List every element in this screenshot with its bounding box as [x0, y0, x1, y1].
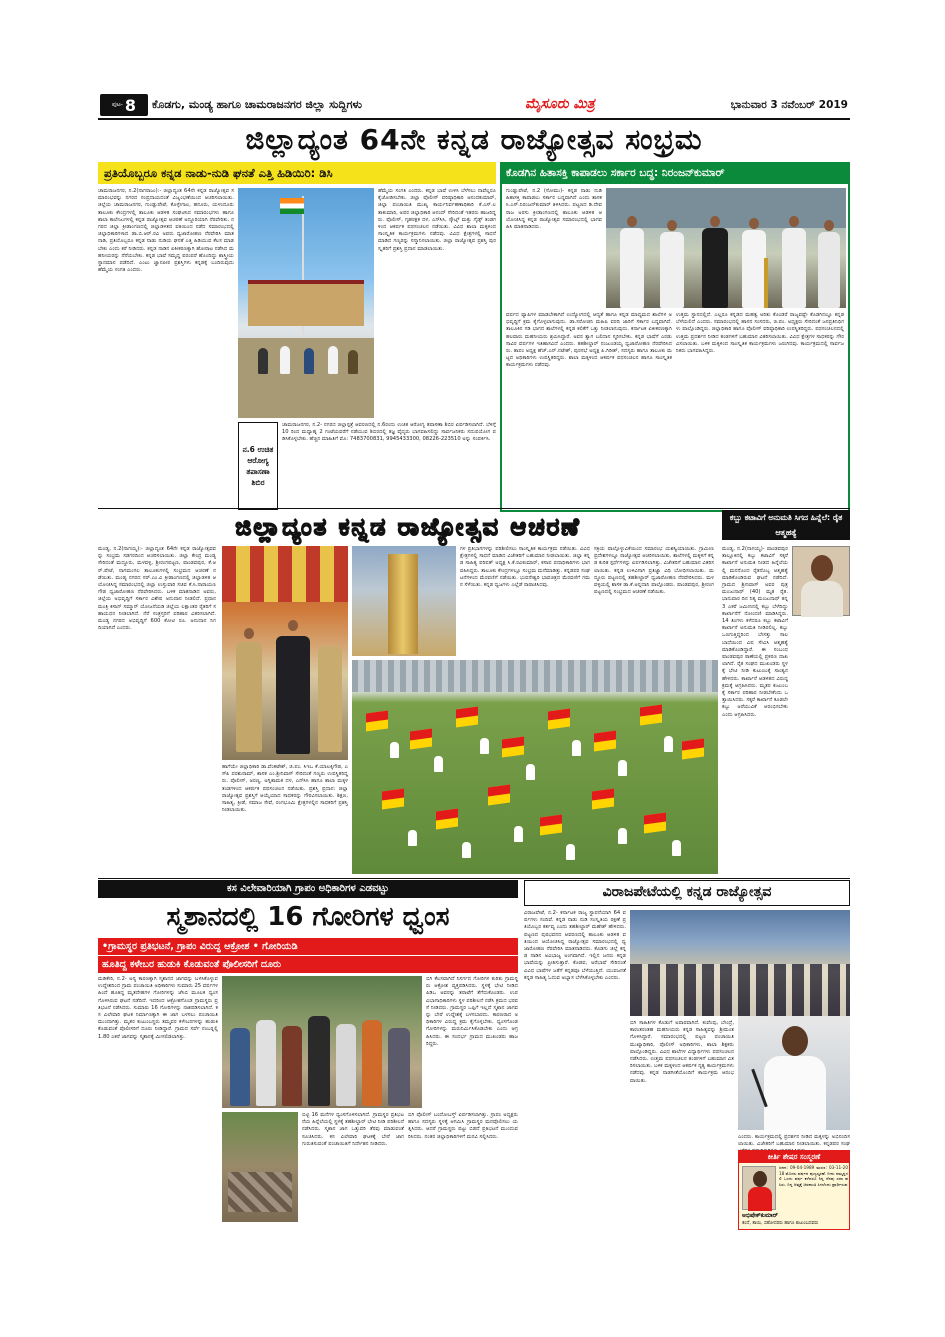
memorial-ad — [738, 1150, 850, 1230]
dignitaries-photo — [606, 188, 846, 308]
damaged-graves-photo — [222, 1112, 298, 1222]
dignitary — [818, 232, 840, 308]
story4-headline: ಕಬ್ಬು ಕಟಾವಿಗೆ ಅನುಮತಿ ಸಿಗದ ಹಿನ್ನೆಲೆ: ರೈತ ಆತ್ಮಹತ್ಯೆ — [722, 510, 850, 540]
protester — [388, 1028, 410, 1106]
parade-person — [348, 350, 358, 374]
newspaper-logo: ಮೈಸೂರು ಮಿತ್ರ — [525, 96, 595, 112]
protester — [230, 1028, 250, 1106]
kannada-flag — [488, 784, 510, 805]
page-number-badge — [100, 94, 148, 116]
story5-body-left: ಮಡಿಕೇರಿ, ನ.2- ಅನ್ಯ ಕಾರಣಕ್ಕಾಗಿ ಸ್ಮಶಾನದ ಜಾಗವನ್ನು ಬಳಸಿಕೊಳ್ಳುವ ಉದ್ದೇಶದಿಂದ ಗ್ರಾಮ ಪಂಚಾಯಿತಿ ಅಧಿಕಾರಿಗಳು ಸುಮಾರು 25 ವರ್ಷಗಳ ಹಿಂದೆ ಹೂತಿದ್ದ ಮೃತದೇಹಗಳ ಗೋರಿಗಳನ್ನು ಜೆಸಿಬಿ ಮೂಲಕ ಧ್ವಂಸಗೊಳಿಸಿರುವ ಘಟನೆ ನಡೆದಿದೆ. ಇದರಿಂದ ಆಕ್ರೋಶಗೊಂಡ ಗ್ರಾಮಸ್ಥರು ಪ್ರತಿಭಟನೆ ನಡೆಸಿದರು. ಸುಮಾರು 16 ಗೋರಿಗಳನ್ನು ನಾಶಪಡಿಸಲಾಗಿದೆ. ಕಸ ವಿಲೇವಾರಿ ಘಟಕ ನಿರ್ಮಾಣಕ್ಕಾಗಿ ಈ ಜಾಗ ಬಳಸಲು ಪಂಚಾಯಿತಿ ಮುಂದಾಗಿತ್ತು. ಮೃತರ ಕುಟುಂಬಸ್ಥರು ತಮ್ಮವರ ಕಳೇಬರಗಳನ್ನು ಹುಡುಕಿ ಕೊಡುವಂತೆ ಪೊಲೀಸರಿಗೆ ದೂರು ನೀಡಿದ್ದಾರೆ. ಗ್ರಾಮದ ಸರ್ವೆ ನಂಬರ್‍ನಲ್ಲಿ 1.80 ಎಕರೆ ಜಾಗವನ್ನು ಸ್ಮಶಾನಕ್ಕೆ ಮೀಸಲಿಡಲಾಗಿತ್ತು. — [98, 976, 220, 1040]
kannada-flag — [540, 814, 562, 835]
dignitary-head — [667, 220, 677, 231]
ad-title: ಕೀರ್ತಿ ಶೇಷರ ಸಂಸ್ಮರಣೆ — [739, 1151, 849, 1163]
national-flag — [280, 198, 304, 214]
dignitary — [660, 232, 684, 308]
protester — [308, 1016, 330, 1106]
audience-photo — [630, 910, 850, 1016]
dignitary — [702, 228, 728, 308]
dignitary — [742, 230, 766, 308]
kannada-flag — [548, 708, 570, 729]
dignitary — [782, 228, 806, 308]
story6-body-bottom: ಎಂದರು. ಕಾರ್ಯಕ್ರಮದಲ್ಲಿ ಪ್ರದರ್ಶನ ನೀಡಿದ ಮಕ್ಕಳನ್ನು ಅಭಿನಂದಿಸಲಾಯಿತು. ವಿಜೇತರಿಗೆ ಬಹುಮಾನ ನೀಡಲಾಯಿತು. ಕನ್ನಡಪರ ಸಂಘ — [738, 1134, 850, 1148]
dancer — [480, 738, 489, 754]
story2-body-left: ಗುಂಡ್ಲುಪೇಟೆ, ನ.2 (ಸೋಮು)- ಕನ್ನಡ ನಾಡು ನುಡಿ ಹಿತಾಸಕ್ತಿ ಕಾಪಾಡಲು ಸರ್ಕಾರ ಬದ್ಧವಾಗಿದೆ ಎಂದು ಶಾಸಕ ಸಿ.ಎಸ್.ನಿರಂಜನ್‍ಕುಮಾರ್ ತಿಳಿಸಿದರು. ಪಟ್ಟಣದ ಡಿ.ದೇವರಾಜ ಅರಸು ಕ್ರೀಡಾಂಗಣದಲ್ಲಿ ತಾಲೂಕು ಆಡಳಿತ ಆಯೋಜಿಸಿದ್ದ ಕನ್ನಡ ರಾಜ್ಯೋತ್ಸವ ಸಮಾರಂಭದಲ್ಲಿ ಭಾಗವಹಿಸಿ ಮಾತನಾಡಿದರು. — [506, 188, 604, 231]
dancer — [566, 844, 575, 860]
health-camp-box — [238, 422, 278, 510]
kannada-flag — [502, 736, 524, 757]
dancer — [526, 764, 535, 780]
stage-backdrop — [606, 188, 846, 228]
ad-portrait — [742, 1166, 776, 1210]
kannada-flag — [382, 788, 404, 809]
story2-headline: ಕೊಡಗಿನ ಹಿತಾಸಕ್ತಿ ಕಾಪಾಡಲು ಸರ್ಕಾರ ಬದ್ಧ: ನಿರಂಜನ್‍ಕುಮಾರ್ — [500, 162, 850, 184]
kannada-flag — [644, 812, 666, 833]
canopy — [222, 546, 348, 602]
kannada-flag — [594, 730, 616, 751]
story3-body-right: ಗಳ ಪ್ರತಿಭಾಗಗಳನ್ನು ಪರಿಶೀಲಿಸಲು ಸಾಂಸ್ಕೃತಿಕ ಕಾರ್ಯಕ್ರಮ ನಡೆಯಿತು. ವಿವಿಧ ಕ್ಷೇತ್ರಗಳಲ್ಲಿ ಸಾಧನೆ ಮಾಡಿದ ವಿಜೇತರಿಗೆ ಬಹುಮಾನ ನೀಡಲಾಯಿತು. ಜಿಲ್ಲಾ ಕನ್ನಡ ಸಾಹಿತ್ಯ ಪರಿಷತ್ ಅಧ್ಯಕ್ಷ ಸಿ.ಕೆ.ರವಿಕುಮಾರ್, ಕಸಾಪ ಪದಾಧಿಕಾರಿಗಳು ಭಾಗವಹಿಸಿದ್ದರು. ತಾಲೂಕು ಕೇಂದ್ರಗಳಲ್ಲೂ ಸಂಭ್ರಮ ಮನೆಮಾಡಿತ್ತು. ಕನ್ನಡಪರ ಸಂಘಟನೆಗಳಿಂದ ಮೆರವಣಿಗೆ ನಡೆಯಿತು. ಭುವನೇಶ್ವರಿ ಭಾವಚಿತ್ರದ ಮೆರವಣಿಗೆ ಗಮನ ಸೆಳೆಯಿತು. ಕನ್ನಡ ಧ್ವಜಗಳು ಎಲ್ಲೆಡೆ ರಾರಾಜಿಸಿದವು. — [460, 546, 592, 589]
story5-body-low-a: ಬಿಟ್ಟಿ 16 ಮನೆಗಳ ಧ್ವಂಸಗೊಳಿಸಲಾಗಿದೆ. ಗ್ರಾಮಸ್ಥರ ಪ್ರತಿಭಟನೆಯ ಹಿನ್ನೆಲೆಯಲ್ಲಿ ಸ್ಥಳಕ್ಕೆ ತಹಶೀಲ್ದಾರ್ ಭೇಟಿ ನೀಡಿ ಪರಿಶೀಲನೆ ನಡೆಸಿದರು. ಸ್ಮಶಾನ ಜಾಗ ಒತ್ತುವರಿ ತೆರವು ಮಾಡುವಂತೆ ಸೂಚಿಸಿದರು. ಕಸ ವಿಲೇವಾರಿ ಘಟಕಕ್ಕೆ ಬೇರೆ ಜಾಗ ಗುರುತಿಸುವಂತೆ ಪಂಚಾಯಿತಿಗೆ ನಿರ್ದೇಶನ ನೀಡಿದರು. — [302, 1112, 406, 1147]
story5-subhead-2: ಹೂತಿದ್ದ ಕಳೇಬರ ಹುಡುಕಿ ಕೊಡುವಂತೆ ಪೊಲೀಸರಿಗೆ ದೂರು — [98, 956, 518, 973]
kannada-flag — [640, 704, 662, 725]
protester — [336, 1024, 356, 1106]
story3-body-far: ಸಕ್ರಿಯ ಪಾಲ್ಗೊಳ್ಳುವಿಕೆಯಿಂದ ಸಮಾರಂಭ ಯಶಸ್ವಿಯಾಯಿತು. ಗ್ರಾಮೀಣ ಪ್ರದೇಶಗಳಲ್ಲೂ ರಾಜ್ಯೋತ್ಸವ ಆಚರಿಸಲಾಯಿತು. ಶಾಲೆಗಳಲ್ಲಿ ಮಕ್ಕಳಿಗೆ ಕನ್ನಡ ಕುರಿತ ಸ್ಪರ್ಧೆಗಳನ್ನು ಏರ್ಪಡಿಸಲಾಗಿತ್ತು. ವಿಜೇತರಿಗೆ ಬಹುಮಾನ ವಿತರಿಸಲಾಯಿತು. ಕನ್ನಡ ಉಳಿವಿಗಾಗಿ ಪ್ರತಿಜ್ಞಾ ವಿಧಿ ಬೋಧಿಸಲಾಯಿತು. ಮದ್ದೂರು ಪಟ್ಟಣದಲ್ಲಿ ತಹಶೀಲ್ದಾರ್ ಧ್ವಜಾರೋಹಣ ನೆರವೇರಿಸಿದರು. ಮಳವಳ್ಳಿಯಲ್ಲಿ ಶಾಸಕ ಡಾ.ಕೆ.ಅನ್ನದಾನಿ ಪಾಲ್ಗೊಂಡರು. ಪಾಂಡವಪುರ, ಶ್ರೀರಂಗಪಟ್ಟಣದಲ್ಲಿ ಸಂಭ್ರಮದ ಆಚರಣೆ ನಡೆಯಿತು. — [594, 546, 716, 596]
stage-structure — [248, 280, 364, 326]
dancer — [408, 830, 417, 846]
parade-person — [258, 348, 268, 374]
ad-name: ಅಭಿಷೇಕ್‍ಕುಮಾರ್ — [742, 1212, 778, 1219]
story3-headline: ಜಿಲ್ಲಾದ್ಯಂತ ಕನ್ನಡ ರಾಜ್ಯೋತ್ಸವ ಆಚರಣೆ — [235, 513, 581, 541]
ad-portrait-head — [753, 1171, 767, 1187]
speaker-photo — [738, 1016, 850, 1130]
story5-kicker: ಕಸ ವಿಲೇವಾರಿಯಾಗಿ ಗ್ರಾಪಂ ಅಧಿಕಾರಿಗಳ ಎಡವಟ್ಟು — [98, 880, 518, 898]
dignitary-head — [824, 220, 834, 231]
dancer — [618, 828, 627, 844]
kannada-flag — [410, 728, 432, 749]
main-headline: ಜಿಲ್ಲಾದ್ಯಂತ 64ನೇ ಕನ್ನಡ ರಾಜ್ಯೋತ್ಸವ ಸಂಭ್ರಮ — [245, 123, 703, 156]
dancer — [572, 740, 581, 756]
health-camp-label: ನ.6 ಉಚಿತ ಆರೋಗ್ಯ ತಪಾಸಣಾ ಶಿಬಿರ — [242, 445, 274, 487]
kannada-flag — [592, 788, 614, 809]
chairs-rows — [630, 964, 850, 1016]
story5-body-mid: ಬಿಗಿ ಕೆಲಸವಾಗಿದೆ ನಿಸರ್ಗದ ಗೋರಿಗಳ ಕುರಿತು ಗ್ರಾಮಸ್ಥರು ಆಕ್ರೋಶ ವ್ಯಕ್ತಪಡಿಸಿದರು. ಸ್ಥಳಕ್ಕೆ ಭೇಟಿ ನೀಡಿದ ಪಿಡಿಒ ಅವರನ್ನು ತರಾಟೆಗೆ ತೆಗೆದುಕೊಂಡರು. ಉಪವಿಭಾಗಾಧಿಕಾರಿಗಳು ಸ್ಥಳ ಪರಿಶೀಲನೆ ನಡೆಸಿ ಕ್ರಮದ ಭರವಸೆ ನೀಡಿದರು. ಗ್ರಾಮಸ್ಥರ ಒಪ್ಪಿಗೆ ಇಲ್ಲದೆ ಸ್ಮಶಾನ ಜಾಗವನ್ನು ಬೇರೆ ಉದ್ದೇಶಕ್ಕೆ ಬಳಸಬಾರದು. ಕಾರಣರಾದ ಅಧಿಕಾರಿಗಳ ವಿರುದ್ಧ ಕ್ರಮ ಕೈಗೊಳ್ಳಬೇಕು. ಧ್ವಂಸಗೊಂಡ ಗೋರಿಗಳನ್ನು ಮರುನಿರ್ಮಿಸಿಕೊಡಬೇಕು ಎಂದು ಆಗ್ರಹಿಸಿದರು. ಈ ಸಂದರ್ಭ ಗ್ರಾಮದ ಮುಖಂಡರು ಹಾಜರಿದ್ದರು. — [426, 976, 520, 1047]
flag-hoisting-photo — [238, 188, 374, 418]
health-camp-body: ಚಾಮರಾಜನಗರ, ನ.2- ನಗರದ ಜಿಲ್ಲಾಸ್ಪತ್ರೆ ಆವರಣದಲ್ಲಿ ನ.6ರಂದು ಉಚಿತ ಆರೋಗ್ಯ ತಪಾಸಣಾ ಶಿಬಿರ ಏರ್ಪಡಿಸಲಾಗಿದೆ. ಬೆಳಿಗ್ಗೆ 10 ರಿಂದ ಮಧ್ಯಾಹ್ನ 2 ಗಂಟೆಯವರೆಗೆ ನಡೆಯುವ ಶಿಬಿರದಲ್ಲಿ ತಜ್ಞ ವೈದ್ಯರು ಭಾಗವಹಿಸಲಿದ್ದು ಸಾರ್ವಜನಿಕರು ಸದುಪಯೋಗ ಪಡಿಸಿಕೊಳ್ಳಬೇಕು. ಹೆಚ್ಚಿನ ಮಾಹಿತಿಗೆ ಮೊ: 7483700831, 9945433300, 08226-223510 ಅನ್ನು ಸಂಪರ್ಕಿಸಿ. — [282, 422, 498, 443]
story1-body-left: ಚಾಮರಾಜನಗರ, ನ.2(ನಾಗರಾಜು):- ಜಿಲ್ಲಾದ್ಯಂತ 64ನೇ ಕನ್ನಡ ರಾಜ್ಯೋತ್ಸವ ಸಮಾರಂಭವನ್ನು ನಗರದ ಸಂಪ್ರದಾಯದಂತೆ ವಿಜೃಂಭಣೆಯಿಂದ ಆಚರಿಸಲಾಯಿತು. ಜಿಲ್ಲೆಯ ಚಾಮರಾಜನಗರ, ಗುಂಡ್ಲುಪೇಟೆ, ಕೊಳ್ಳೇಗಾಲ, ಹನೂರು, ಯಳಂದೂರು ತಾಲೂಕು ಕೇಂದ್ರಗಳಲ್ಲಿ ತಾಲೂಕು ಆಡಳಿತ ಸಂಘಟಿಸಿದ ಸಮಾರಂಭಗಳು ಹಾಗೂ ಶಾಲಾ ಕಾಲೇಜುಗಳಲ್ಲಿ ಕನ್ನಡ ರಾಜ್ಯೋತ್ಸವ ಆಚರಣೆ ಅದ್ದೂರಿಯಾಗಿ ನೆರವೇರಿತು. ನಗರದ ಜಿಲ್ಲಾ ಕ್ರೀಡಾಂಗಣದಲ್ಲಿ ಜಿಲ್ಲಾಡಳಿತದ ವತಿಯಿಂದ ನಡೆದ ಸಮಾರಂಭದಲ್ಲಿ ಜಿಲ್ಲಾಧಿಕಾರಿಗಳಾದ ಡಾ.ಬಿ.ಆರ್.ರವಿ ಅವರು ಧ್ವಜಾರೋಹಣ ನೆರವೇರಿಸಿ ಮಾತನಾಡಿ, ಪ್ರತಿಯೊಬ್ಬರೂ ಕನ್ನಡ ನಾಡು ನುಡಿಯ ಘನತೆ ಎತ್ತಿ ಹಿಡಿಯುವ ಕೆಲಸ ಮಾಡಬೇಕು ಎಂದು ಕರೆ ನೀಡಿದರು. ಕನ್ನಡ ನಾಡಿನ ಏಕೀಕರಣಕ್ಕಾಗಿ ಹೋರಾಟ ನಡೆಸಿದ ಮಹನೀಯರನ್ನು ನೆನೆಯಬೇಕು. ಕನ್ನಡ ಭಾಷೆ ಸಮೃದ್ಧ ಪರಂಪರೆ ಹೊಂದಿದ್ದು ಶಾಸ್ತ್ರೀಯ ಸ್ಥಾನಮಾನ ಪಡೆದಿದೆ. ಎಂಟು ಜ್ಞಾನಪೀಠ ಪ್ರಶಸ್ತಿಗಳು ಕನ್ನಡಕ್ಕೆ ಬಂದಿರುವುದು ಹೆಮ್ಮೆಯ ಸಂಗತಿ ಎಂದರು. — [98, 188, 236, 274]
issue-date: ಭಾನುವಾರ 3 ನವೆಂಬರ್ 2019 — [730, 99, 848, 111]
grave-rubble — [228, 1172, 292, 1212]
dignitary-head — [749, 218, 759, 229]
ad-portrait-shirt — [748, 1187, 772, 1211]
parade-person — [328, 346, 338, 374]
kannada-flag — [682, 738, 704, 759]
ad-footer: ತಂದೆ, ತಾಯಿ, ಸಹೋದರರು ಹಾಗೂ ಕುಟುಂಬದವರು — [742, 1221, 819, 1226]
story3-body-mid: ಹಾಗೆಯೇ ಜಿಲ್ಲಾಧಿಕಾರಿ ಡಾ.ವೆಂಕಟೇಶ್, ಜಿ.ಪಂ. ಸಿಇಒ ಕೆ.ಯಾಲಕ್ಕಿಗೌಡ, ಎಸ್‍ಪಿ ಪರಶುರಾಮ್, ಶಾಸಕ ಎಂ.ಶ್ರೀನಿವಾಸ್ ಸೇರಿದಂತೆ ಗಣ್ಯರು ಉಪಸ್ಥಿತರಿದ್ದರು. ಪೊಲೀಸ್, ಅರಣ್ಯ, ಅಗ್ನಿಶಾಮಕ ದಳ, ಎನ್‍ಸಿಸಿ ಹಾಗೂ ಶಾಲಾ ಮಕ್ಕಳ ತಂಡಗಳಿಂದ ಆಕರ್ಷಕ ಪಥಸಂಚಲನ ನಡೆಯಿತು. ಪ್ರಶಸ್ತಿ ಪ್ರದಾನ: ಜಿಲ್ಲಾ ರಾಜ್ಯೋತ್ಸವ ಪ್ರಶಸ್ತಿಗೆ ಆಯ್ಕೆಯಾದ ಸಾಧಕರನ್ನು ಗೌರವಿಸಲಾಯಿತು. ಶಿಕ್ಷಣ, ಸಾಹಿತ್ಯ, ಕ್ರೀಡೆ, ಸಮಾಜ ಸೇವೆ, ರಂಗಭೂಮಿ ಕ್ಷೇತ್ರಗಳಲ್ಲಿನ ಸಾಧಕರಿಗೆ ಪ್ರಶಸ್ತಿ ನೀಡಲಾಯಿತು. — [222, 764, 350, 814]
story2-body-right: ಉತ್ತಮ ಸ್ಥಾನದಲ್ಲಿದೆ. ಎಲ್ಲರೂ ಕನ್ನಡದ ಮಹತ್ವ ಅರಿತು ಕೊಂಡರೆ ರಾಜ್ಯವಷ್ಟೇ ಕೊಡಗಿನಲ್ಲೂ ಕನ್ನಡ ಬೆಳೆಯಲಿದೆ ಎಂದರು. ಸಮಾರಂಭದಲ್ಲಿ ಹಾಸನ ಸಂಸದರು, ಜಿ.ಪಂ. ಅಧ್ಯಕ್ಷರು ಸೇರಿದಂತೆ ಜನಪ್ರತಿನಿಧಿಗಳು ಪಾಲ್ಗೊಂಡಿದ್ದರು. ಜಿಲ್ಲಾಧಿಕಾರಿ ಹಾಗೂ ಪೊಲೀಸ್ ವರಿಷ್ಠಾಧಿಕಾರಿ ಉಪಸ್ಥಿತರಿದ್ದರು. ಪಥಸಂಚಲನದಲ್ಲಿ ಉತ್ತಮ ಪ್ರದರ್ಶನ ನೀಡಿದ ತಂಡಗಳಿಗೆ ಬಹುಮಾನ ವಿತರಿಸಲಾಯಿತು. ವಿವಿಧ ಕ್ಷೇತ್ರಗಳ ಸಾಧಕರನ್ನು ಗೌರವಿಸಲಾಯಿತು. ಬಳಿಕ ಮಕ್ಕಳಿಂದ ಸಾಂಸ್ಕೃತಿಕ ಕಾರ್ಯಕ್ರಮಗಳು ಜರುಗಿದವು. ಕಾರ್ಯಕ್ರಮದಲ್ಲಿ ಸಾರ್ವಜನಿಕರು ಭಾಗವಹಿಸಿದ್ದರು. — [676, 312, 846, 355]
parade-person — [280, 346, 290, 374]
ad-text: ಜನನ: 09-04-1989 ಮರಣ: 03-11-2018 ಮೊದಲ ವರ್ಷದ ಪುಣ್ಯಸ್ಮರಣೆ. ನೀನು ನಮ್ಮನ್ನಗಲಿ ಒಂದು ವರ್ಷ ಕಳೆದರೂ ನಿನ್ನ ನೆನಪು ಸದಾ ಹಸಿರು. ನಿನ್ನ ಆತ್ಮಕ್ಕೆ ಚಿರಶಾಂತಿ ಸಿಗಲೆಂದು ಪ್ರಾರ್ಥಿಸುವ — [779, 1165, 848, 1187]
dancer — [618, 760, 627, 776]
police-officer — [236, 642, 262, 752]
chariot-photo — [352, 546, 456, 656]
dancer — [664, 736, 673, 752]
lamp-stand — [764, 258, 768, 308]
story1-body-right: ಹೆಮ್ಮೆಯ ಸಂಗತಿ ಎಂದರು. ಕನ್ನಡ ಭಾಷೆ ಉಳಿಸಿ ಬೆಳೆಸಲು ನಾವೆಲ್ಲರೂ ಕೈಜೋಡಿಸಬೇಕು. ಜಿಲ್ಲಾ ಪೊಲೀಸ್ ವರಿಷ್ಠಾಧಿಕಾರಿ ಆನಂದಕುಮಾರ್, ಜಿಲ್ಲಾ ಪಂಚಾಯಿತಿ ಮುಖ್ಯ ಕಾರ್ಯನಿರ್ವಹಣಾಧಿಕಾರಿ ಕೆ.ಎಸ್.ಲತಾಕುಮಾರಿ, ಅಪರ ಜಿಲ್ಲಾಧಿಕಾರಿ ಆನಂದ್ ಸೇರಿದಂತೆ ಇತರರು ಹಾಜರಿದ್ದರು. ಪೊಲೀಸ್, ಗೃಹರಕ್ಷಕ ದಳ, ಎನ್‍ಸಿಸಿ, ಸ್ಕೌಟ್ಸ್ ಮತ್ತು ಗೈಡ್ಸ್ ತಂಡಗಳಿಂದ ಆಕರ್ಷಕ ಪಥಸಂಚಲನ ನಡೆಯಿತು. ವಿವಿಧ ಶಾಲಾ ಮಕ್ಕಳಿಂದ ಸಾಂಸ್ಕೃತಿಕ ಕಾರ್ಯಕ್ರಮಗಳು ನಡೆದವು. ವಿವಿಧ ಕ್ಷೇತ್ರಗಳಲ್ಲಿ ಸಾಧನೆ ಮಾಡಿದ ಗಣ್ಯರನ್ನು ಸನ್ಮಾನಿಸಲಾಯಿತು. ಜಿಲ್ಲಾ ರಾಜ್ಯೋತ್ಸವ ಪ್ರಶಸ್ತಿ ಪುರಸ್ಕೃತರಿಗೆ ಪ್ರಶಸ್ತಿ ಪ್ರದಾನ ಮಾಡಲಾಯಿತು. — [378, 188, 498, 252]
page-number: 8 — [124, 95, 137, 115]
spectator-stand — [352, 660, 718, 692]
speaker-shirt — [764, 1056, 826, 1130]
kannada-flag — [436, 808, 458, 829]
speaker-head — [782, 1026, 808, 1056]
minister-salute-photo — [222, 546, 348, 760]
dancer — [514, 826, 523, 842]
minister-head — [288, 620, 298, 631]
dignitary — [620, 228, 644, 308]
dancer — [462, 842, 471, 858]
story5-headline: ಸ್ಮಶಾನದಲ್ಲಿ 16 ಗೋರಿಗಳ ಧ್ವಂಸ — [166, 902, 450, 932]
dancer — [434, 756, 443, 772]
section-title: ಕೊಡಗು, ಮಂಡ್ಯ ಹಾಗೂ ಚಾಮರಾಜನಗರ ಜಿಲ್ಲಾ ಸುದ್ದಿಗಳು — [152, 98, 362, 111]
minister — [276, 636, 310, 754]
story2-body-main: ವರ್ಷದ ವ್ಯಾಪಿಗಳ ಮಾಡಬೇಕಾಗಿದೆ ಉದ್ಯೋಗದಲ್ಲಿ ಆದ್ಯತೆ ಹಾಗೂ ಕನ್ನಡ ಮಾಧ್ಯಮದ ಶಾಲೆಗಳ ಅಭಿವೃದ್ಧಿಗೆ ಕ್ರಮ ಕೈಗೊಳ್ಳಲಾಗುವುದು. ಡಾ.ಸರೋಜಿನಿ ಮಹಿಷಿ ವರದಿ ಜಾರಿಗೆ ಸರ್ಕಾರ ಬದ್ಧವಾಗಿದೆ. ತಾಲೂಕಿನ ಗಡಿ ಭಾಗದ ಶಾಲೆಗಳಲ್ಲಿ ಕನ್ನಡ ಕಲಿಕೆಗೆ ಒತ್ತು ನೀಡಲಾಗುವುದು. ಕರ್ನಾಟಕ ಏಕೀಕರಣಕ್ಕಾಗಿ ಹಲವಾರು ಮಹನೀಯರು ಶ್ರಮಿಸಿದ್ದಾರೆ. ಅವರ ತ್ಯಾಗ ಬಲಿದಾನ ಸ್ಮರಿಸಬೇಕು. ಕನ್ನಡ ಭಾಷೆಗೆ ಎರಡು ಸಾವಿರ ವರ್ಷಗಳ ಇತಿಹಾಸವಿದೆ ಎಂದರು. ತಹಶೀಲ್ದಾರ್ ನಂಜುಂಡಯ್ಯ ಧ್ವಜಾರೋಹಣ ನೆರವೇರಿಸಿದರು. ತಾಪಂ ಅಧ್ಯಕ್ಷ ಹೆಚ್.ಎನ್.ನಟೇಶ್, ಪುರಸಭೆ ಅಧ್ಯಕ್ಷ ಪಿ.ಗಿರೀಶ್, ಸದಸ್ಯರು ಹಾಗೂ ತಾಲೂಕು ಮಟ್ಟದ ಅಧಿಕಾರಿಗಳು ಉಪಸ್ಥಿತರಿದ್ದರು. ಶಾಲಾ ಮಕ್ಕಳಿಂದ ಆಕರ್ಷಕ ಪಥಸಂಚಲನ ಹಾಗೂ ಸಾಂಸ್ಕೃತಿಕ ಕಾರ್ಯಕ್ರಮಗಳು ನಡೆದವು. — [506, 312, 674, 369]
kannada-flag — [456, 706, 478, 727]
story1-headline: ಪ್ರತಿಯೊಬ್ಬರೂ ಕನ್ನಡ ನಾಡು-ನುಡಿ ಘನತೆ ಎತ್ತಿ ಹಿಡಿಯಿರಿ: ಡಿಸಿ — [98, 162, 496, 184]
flag-dance-photo — [352, 660, 718, 874]
story6-body-right: ಬಿಗಿ ಸಾಹಿತಿಗಳ ಕೊಡುಗೆ ಅಪಾರವಾಗಿದೆ. ಕುವೆಂಪು, ಬೇಂದ್ರೆ, ಕಾರಂತರಂತಹ ಮಹನೀಯರು ಕನ್ನಡ ಸಾಹಿತ್ಯವನ್ನು ಶ್ರೀಮಂತಗೊಳಿಸಿದ್ದಾರೆ. ಸಮಾರಂಭದಲ್ಲಿ ಪಟ್ಟಣ ಪಂಚಾಯಿತಿ ಮುಖ್ಯಾಧಿಕಾರಿ, ಪೊಲೀಸ್ ಅಧಿಕಾರಿಗಳು, ಶಾಲಾ ಶಿಕ್ಷಕರು ಪಾಲ್ಗೊಂಡಿದ್ದರು. ವಿವಿಧ ಶಾಲೆಗಳ ವಿದ್ಯಾರ್ಥಿಗಳು ಪಥಸಂಚಲನ ನಡೆಸಿದರು. ಉತ್ತಮ ಪಥಸಂಚಲನ ತಂಡಗಳಿಗೆ ಬಹುಮಾನ ವಿತರಿಸಲಾಯಿತು. ಬಳಿಕ ಮಕ್ಕಳಿಂದ ಆಕರ್ಷಕ ನೃತ್ಯ ಕಾರ್ಯಕ್ರಮಗಳು ನಡೆದವು. ಕನ್ನಡ ನಾಡಗೀತೆಯೊಂದಿಗೆ ಕಾರ್ಯಕ್ರಮ ಆರಂಭವಾಯಿತು. — [630, 1020, 736, 1084]
dancer — [390, 742, 399, 758]
dignitary-head — [789, 216, 799, 227]
protester — [282, 1026, 302, 1106]
story5-subhead-1: •ಗ್ರಾಮಸ್ಥರ ಪ್ರತಿಭಟನೆ, ಗ್ರಾಪಂ ವಿರುದ್ಧ ಆಕ್ರೋಶ • ಗೋರಿಯಡಿ — [98, 938, 518, 955]
pillar — [388, 554, 418, 654]
dignitary-head — [627, 216, 637, 227]
page-label: ಪುಟ- — [111, 101, 123, 108]
police-officer — [318, 646, 342, 752]
protest-photo — [222, 976, 422, 1108]
dancer — [672, 840, 681, 856]
story3-body-left: ಮಂಡ್ಯ, ನ.2(ನಾಗಯ್ಯ):- ಜಿಲ್ಲಾದ್ಯಂತ 64ನೇ ಕನ್ನಡ ರಾಜ್ಯೋತ್ಸವವನ್ನು ಸಂಭ್ರಮ ಸಡಗರದಿಂದ ಆಚರಿಸಲಾಯಿತು. ಜಿಲ್ಲಾ ಕೇಂದ್ರ ಮಂಡ್ಯ ಸೇರಿದಂತೆ ಮದ್ದೂರು, ಮಳವಳ್ಳಿ, ಶ್ರೀರಂಗಪಟ್ಟಣ, ಪಾಂಡವಪುರ, ಕೆ.ಆರ್.ಪೇಟೆ, ನಾಗಮಂಗಲ ತಾಲೂಕುಗಳಲ್ಲಿ ಸಂಭ್ರಮದ ಆಚರಣೆ ನಡೆಯಿತು. ಮಂಡ್ಯ ನಗರದ ಸರ್.ಎಂ.ವಿ ಕ್ರೀಡಾಂಗಣದಲ್ಲಿ ಜಿಲ್ಲಾಡಳಿತ ಆಯೋಜಿಸಿದ್ದ ಸಮಾರಂಭದಲ್ಲಿ ಜಿಲ್ಲಾ ಉಸ್ತುವಾರಿ ಸಚಿವ ಕೆ.ಸಿ.ನಾರಾಯಣಗೌಡ ಧ್ವಜಾರೋಹಣ ನೆರವೇರಿಸಿದರು. ಬಳಿಕ ಮಾತನಾಡಿದ ಅವರು, ಜಿಲ್ಲೆಯ ಅಭಿವೃದ್ಧಿಗೆ ಸರ್ಕಾರ ವಿಶೇಷ ಅನುದಾನ ನೀಡಲಿದೆ. ಪ್ರಧಾನಮಂತ್ರಿ ಕಿಸಾನ್ ಸಮ್ಮಾನ್ ಯೋಜನೆಯಡಿ ಜಿಲ್ಲೆಯ ಲಕ್ಷಾಂತರ ರೈತರಿಗೆ ಸಹಾಯಧನ ನೀಡಲಾಗಿದೆ. ನೆರೆ ಸಂತ್ರಸ್ತರಿಗೆ ಪರಿಹಾರ ವಿತರಿಸಲಾಗಿದೆ. ಮಂಡ್ಯ ನಗರದ ಅಭಿವೃದ್ಧಿಗೆ 600 ಕೋಟಿ ರೂ. ಅನುದಾನ ನಿಗದಿಯಾಗಿದೆ ಎಂದರು. — [98, 546, 218, 632]
story6-body-left: ವಿರಾಜಪೇಟೆ, ನ.2- ಕರ್ನಾಟಕ ರಾಜ್ಯ ಸ್ಥಾಪನೆಯಾಗಿ 64 ವರ್ಷಗಳು ಸಂದಿವೆ. ಕನ್ನಡ ನಾಡು ನುಡಿ ಸಂಸ್ಕೃತಿಯ ರಕ್ಷಣೆ ಪ್ರತಿಯೊಬ್ಬರ ಕರ್ತವ್ಯ ಎಂದು ತಹಶೀಲ್ದಾರ್ ಮಹೇಶ್ ಹೇಳಿದರು. ಪಟ್ಟಣದ ಪುರಭವನದ ಆವರಣದಲ್ಲಿ ತಾಲೂಕು ಆಡಳಿತ ವತಿಯಿಂದ ಆಯೋಜಿಸಿದ್ದ ರಾಜ್ಯೋತ್ಸವ ಸಮಾರಂಭದಲ್ಲಿ ಧ್ವಜಾರೋಹಣ ನೆರವೇರಿಸಿ ಮಾತನಾಡಿದರು. ಕೊಡಗು ಜಿಲ್ಲೆ ಕನ್ನಡ ನಾಡಿನ ಅವಿಭಾಜ್ಯ ಅಂಗವಾಗಿದೆ. ಇಲ್ಲಿನ ಜನರು ಕನ್ನಡ ಭಾಷೆಯನ್ನು ಪ್ರೀತಿಸುತ್ತಾರೆ. ಕೊಡವ, ಅರೆಭಾಷೆ ಸೇರಿದಂತೆ ವಿವಿಧ ಭಾಷೆಗಳ ಜತೆಗೆ ಕನ್ನಡವೂ ಬೆಳೆಯುತ್ತಿದೆ. ಯುವಜನತೆ ಕನ್ನಡ ಸಾಹಿತ್ಯ ಓದುವ ಅಭ್ಯಾಸ ಬೆಳೆಸಿಕೊಳ್ಳಬೇಕು ಎಂದರು. — [524, 910, 628, 981]
protester — [362, 1020, 382, 1106]
story5-body-low-b: ಬಿಗಿ ಪೊಲೀಸ್ ಬಂದೋಬಸ್ತ್ ಏರ್ಪಡಿಸಲಾಗಿತ್ತು. ಗ್ರಾಪಂ ಅಧ್ಯಕ್ಷರು ಹಾಗೂ ಸದಸ್ಯರು ಸ್ಥಳಕ್ಕೆ ಆಗಮಿಸಿ ಗ್ರಾಮಸ್ಥರ ಮನವೊಲಿಸಲು ಯತ್ನಿಸಿದರು. ಆದರೆ ಗ್ರಾಮಸ್ಥರು ಪಟ್ಟು ಬಿಡದೆ ಪ್ರತಿಭಟನೆ ಮುಂದುವರಿಸಿದರು. ನಂತರ ಜಿಲ್ಲಾಧಿಕಾರಿಗಳಿಗೆ ಮನವಿ ಸಲ್ಲಿಸಿದರು. — [408, 1112, 520, 1140]
story4-body: ಮಂಡ್ಯ, ನ.2(ನಾಗಯ್ಯ)- ಪಾಂಡವಪುರ ತಾಲ್ಲೂಕಿನಲ್ಲಿ ಕಬ್ಬು ಕಟಾವಿಗೆ ಸಕ್ಕರೆ ಕಾರ್ಖಾನೆ ಅನುಮತಿ ನೀಡದ ಹಿನ್ನೆಲೆಯಲ್ಲಿ ಮನನೊಂದ ರೈತನೊಬ್ಬ ಆತ್ಮಹತ್ಯೆ ಮಾಡಿಕೊಂಡಿರುವ ಘಟನೆ ನಡೆದಿದೆ. ಗ್ರಾಮದ ಶ್ರೀನಿವಾಸ್ ಅವರ ಪುತ್ರ ಮಂಜುನಾಥ್ (40) ಮೃತ ರೈತ. ಭಾನುವಾರ ದಿನ ನಿತ್ಯ ಮಂಜುನಾಥ್ ತನ್ನ 3 ಎಕರೆ ಜಮೀನಿನಲ್ಲಿ ಕಬ್ಬು ಬೆಳೆದಿದ್ದು ಕಾರ್ಖಾನೆಗೆ ನೋಂದಣಿ ಮಾಡಿಸಿದ್ದರು. 14 ತಿಂಗಳು ಕಳೆದರೂ ಕಬ್ಬು ಕಟಾವಿಗೆ ಕಾರ್ಖಾನೆ ಅನುಮತಿ ನೀಡಿರಲಿಲ್ಲ. ಕಬ್ಬು ಒಣಗುತ್ತಿದ್ದರಿಂದ ಬೇಸತ್ತು ಸಾಲಬಾಧೆಯಿಂದ ವಿಷ ಸೇವಿಸಿ ಆತ್ಮಹತ್ಯೆ ಮಾಡಿಕೊಂಡಿದ್ದಾರೆ. ಈ ಸಂಬಂಧ ಪಾಂಡವಪುರ ಠಾಣೆಯಲ್ಲಿ ಪ್ರಕರಣ ದಾಖಲಾಗಿದೆ. ರೈತ ಸಂಘದ ಮುಖಂಡರು ಸ್ಥಳಕ್ಕೆ ಭೇಟಿ ನೀಡಿ ಕುಟುಂಬಕ್ಕೆ ಸಾಂತ್ವನ ಹೇಳಿದರು. ಕಾರ್ಖಾನೆ ಆಡಳಿತದ ವಿರುದ್ಧ ಕ್ರಮಕ್ಕೆ ಆಗ್ರಹಿಸಿದರು. ಮೃತರ ಕುಟುಂಬಕ್ಕೆ ಸರ್ಕಾರ ಪರಿಹಾರ ನೀಡಬೇಕೆಂದು ಒತ್ತಾಯಿಸಿದರು. ಸಕ್ಕರೆ ಕಾರ್ಖಾನೆ ಕೂಡಲೇ ಕಬ್ಬು ಅರೆಯುವಿಕೆ ಆರಂಭಿಸಬೇಕು ಎಂದು ಆಗ್ರಹಿಸಿದರು. — [722, 546, 790, 718]
kannada-flag — [366, 710, 388, 731]
section-rule — [98, 878, 850, 879]
officer-head — [244, 628, 254, 639]
dignitary-head — [710, 216, 720, 227]
protester — [256, 1020, 276, 1106]
parade-person — [304, 348, 314, 374]
section-rule — [98, 508, 850, 509]
story6-headline: ವಿರಾಜಪೇಟೆಯಲ್ಲಿ ಕನ್ನಡ ರಾಜ್ಯೋತ್ಸವ — [524, 880, 850, 906]
